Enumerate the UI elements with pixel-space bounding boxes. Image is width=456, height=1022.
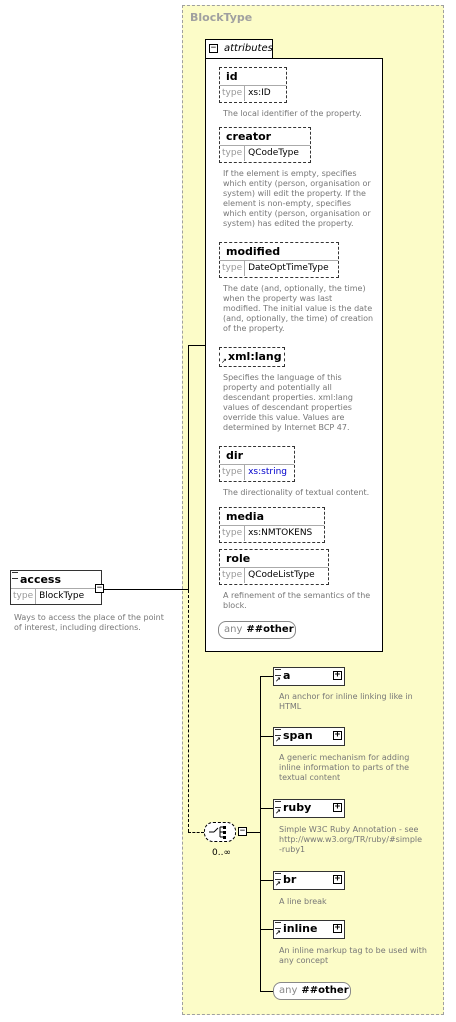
- attribute-type: QCodeListType: [248, 570, 315, 580]
- attribute-name: xml:lang: [228, 350, 282, 363]
- element-name: br: [283, 873, 297, 886]
- root-element-access[interactable]: [10, 570, 102, 605]
- attribute-creator[interactable]: [219, 127, 311, 163]
- element-inline[interactable]: [273, 920, 345, 939]
- element-name: a: [283, 669, 291, 682]
- element-corner-icon: [275, 729, 281, 736]
- choice-icon: [205, 823, 235, 841]
- type-key: type: [11, 589, 36, 604]
- attribute-type: DateOptTimeType: [248, 263, 329, 273]
- choice-occurs: 0..∞: [212, 848, 231, 858]
- attribute-desc: The local identifier of the property.: [223, 109, 362, 118]
- reference-arrow-icon: ↗: [221, 357, 227, 365]
- attribute-desc: The directionality of textual content.: [223, 488, 370, 497]
- element-corner-icon: [275, 801, 281, 808]
- reference-arrow-icon: ↗: [275, 929, 281, 937]
- element-corner-icon: [275, 922, 281, 929]
- element-br[interactable]: [273, 871, 345, 890]
- expand-icon[interactable]: +: [334, 802, 341, 812]
- attribute-dir[interactable]: [219, 446, 295, 482]
- any-value: ##other: [301, 985, 349, 996]
- type-key: type: [220, 86, 245, 101]
- type-key: type: [220, 146, 245, 161]
- reference-arrow-icon: ↗: [275, 676, 281, 684]
- type-key: type: [220, 526, 245, 541]
- any-value: ##other: [246, 624, 294, 635]
- attributes-label: attributes: [224, 43, 273, 54]
- attribute-name: creator: [226, 130, 272, 143]
- element-corner-icon: [275, 669, 281, 676]
- element-desc: An anchor for inline linking like in HTML: [279, 692, 413, 711]
- attribute-xml-lang[interactable]: [219, 347, 285, 367]
- expand-icon[interactable]: +: [334, 874, 341, 884]
- any-attribute[interactable]: [218, 621, 296, 639]
- attribute-name: media: [226, 510, 264, 523]
- attribute-name: modified: [226, 245, 281, 258]
- element-name: ruby: [283, 801, 312, 814]
- attribute-desc: A refinement of the semantics of the block.: [223, 591, 371, 610]
- type-key: type: [220, 568, 245, 583]
- element-desc: An inline markup tag to be used with any concept: [279, 946, 427, 965]
- expand-icon[interactable]: +: [334, 730, 341, 740]
- element-desc: A line break: [279, 897, 327, 906]
- attribute-desc: The date (and, optionally, the time) when the property was last modified. The initial value is the date (and, optionally, the time) of creation of the property.: [223, 284, 374, 333]
- attribute-type: QCodeType: [248, 148, 299, 158]
- attribute-role[interactable]: [219, 549, 329, 585]
- element-desc: Simple W3C Ruby Annotation - see http://www.w3.org/TR/ruby/#simple -ruby1: [279, 825, 423, 854]
- attribute-modified[interactable]: [219, 242, 339, 278]
- root-element-name: access: [20, 573, 62, 586]
- expand-icon[interactable]: +: [334, 670, 341, 680]
- attribute-desc: If the element is empty, specifies which entity (person, organisation or system) will edit the property. If the element is non-empty, specifies which entity (person, organisation or system) has edited the property.: [223, 169, 371, 228]
- attribute-name: dir: [226, 449, 244, 462]
- collapse-root-icon[interactable]: −: [96, 583, 103, 593]
- type-title: BlockType: [190, 11, 253, 24]
- attribute-type-link[interactable]: xs:string: [248, 467, 287, 477]
- reference-arrow-icon: ↗: [275, 880, 281, 888]
- any-key: any: [224, 624, 243, 635]
- attribute-desc: Specifies the language of this property and potentially all descendant properties. xml:lang values of descendant properties override this value. Values are determined by Internet BCP 47.: [223, 373, 353, 432]
- collapse-attributes-icon[interactable]: −: [210, 43, 217, 53]
- reference-arrow-icon: ↗: [275, 808, 281, 816]
- element-name: inline: [283, 922, 318, 935]
- element-name: span: [283, 729, 313, 742]
- element-desc: A generic mechanism for adding inline information to parts of the textual content: [279, 753, 410, 782]
- element-corner-icon: [12, 572, 18, 579]
- element-span[interactable]: [273, 727, 345, 746]
- reference-arrow-icon: ↗: [275, 736, 281, 744]
- attribute-type: xs:ID: [248, 88, 271, 98]
- attribute-name: role: [226, 552, 251, 565]
- any-key: any: [279, 985, 298, 996]
- collapse-choice-icon[interactable]: −: [239, 826, 246, 836]
- attribute-name: id: [226, 70, 238, 83]
- expand-icon[interactable]: +: [334, 923, 341, 933]
- root-element-type: BlockType: [39, 591, 85, 601]
- element-a[interactable]: [273, 667, 345, 686]
- root-element-desc: Ways to access the place of the point of interest, including directions.: [14, 613, 164, 632]
- element-ruby[interactable]: [273, 799, 345, 818]
- type-key: type: [220, 261, 245, 276]
- choice-compositor[interactable]: [204, 822, 236, 842]
- attribute-type: xs:NMTOKENS: [248, 528, 313, 538]
- attribute-media[interactable]: [219, 507, 325, 543]
- attribute-id[interactable]: [219, 67, 287, 103]
- element-corner-icon: [275, 873, 281, 880]
- type-key: type: [220, 465, 245, 480]
- any-element[interactable]: [273, 982, 351, 1000]
